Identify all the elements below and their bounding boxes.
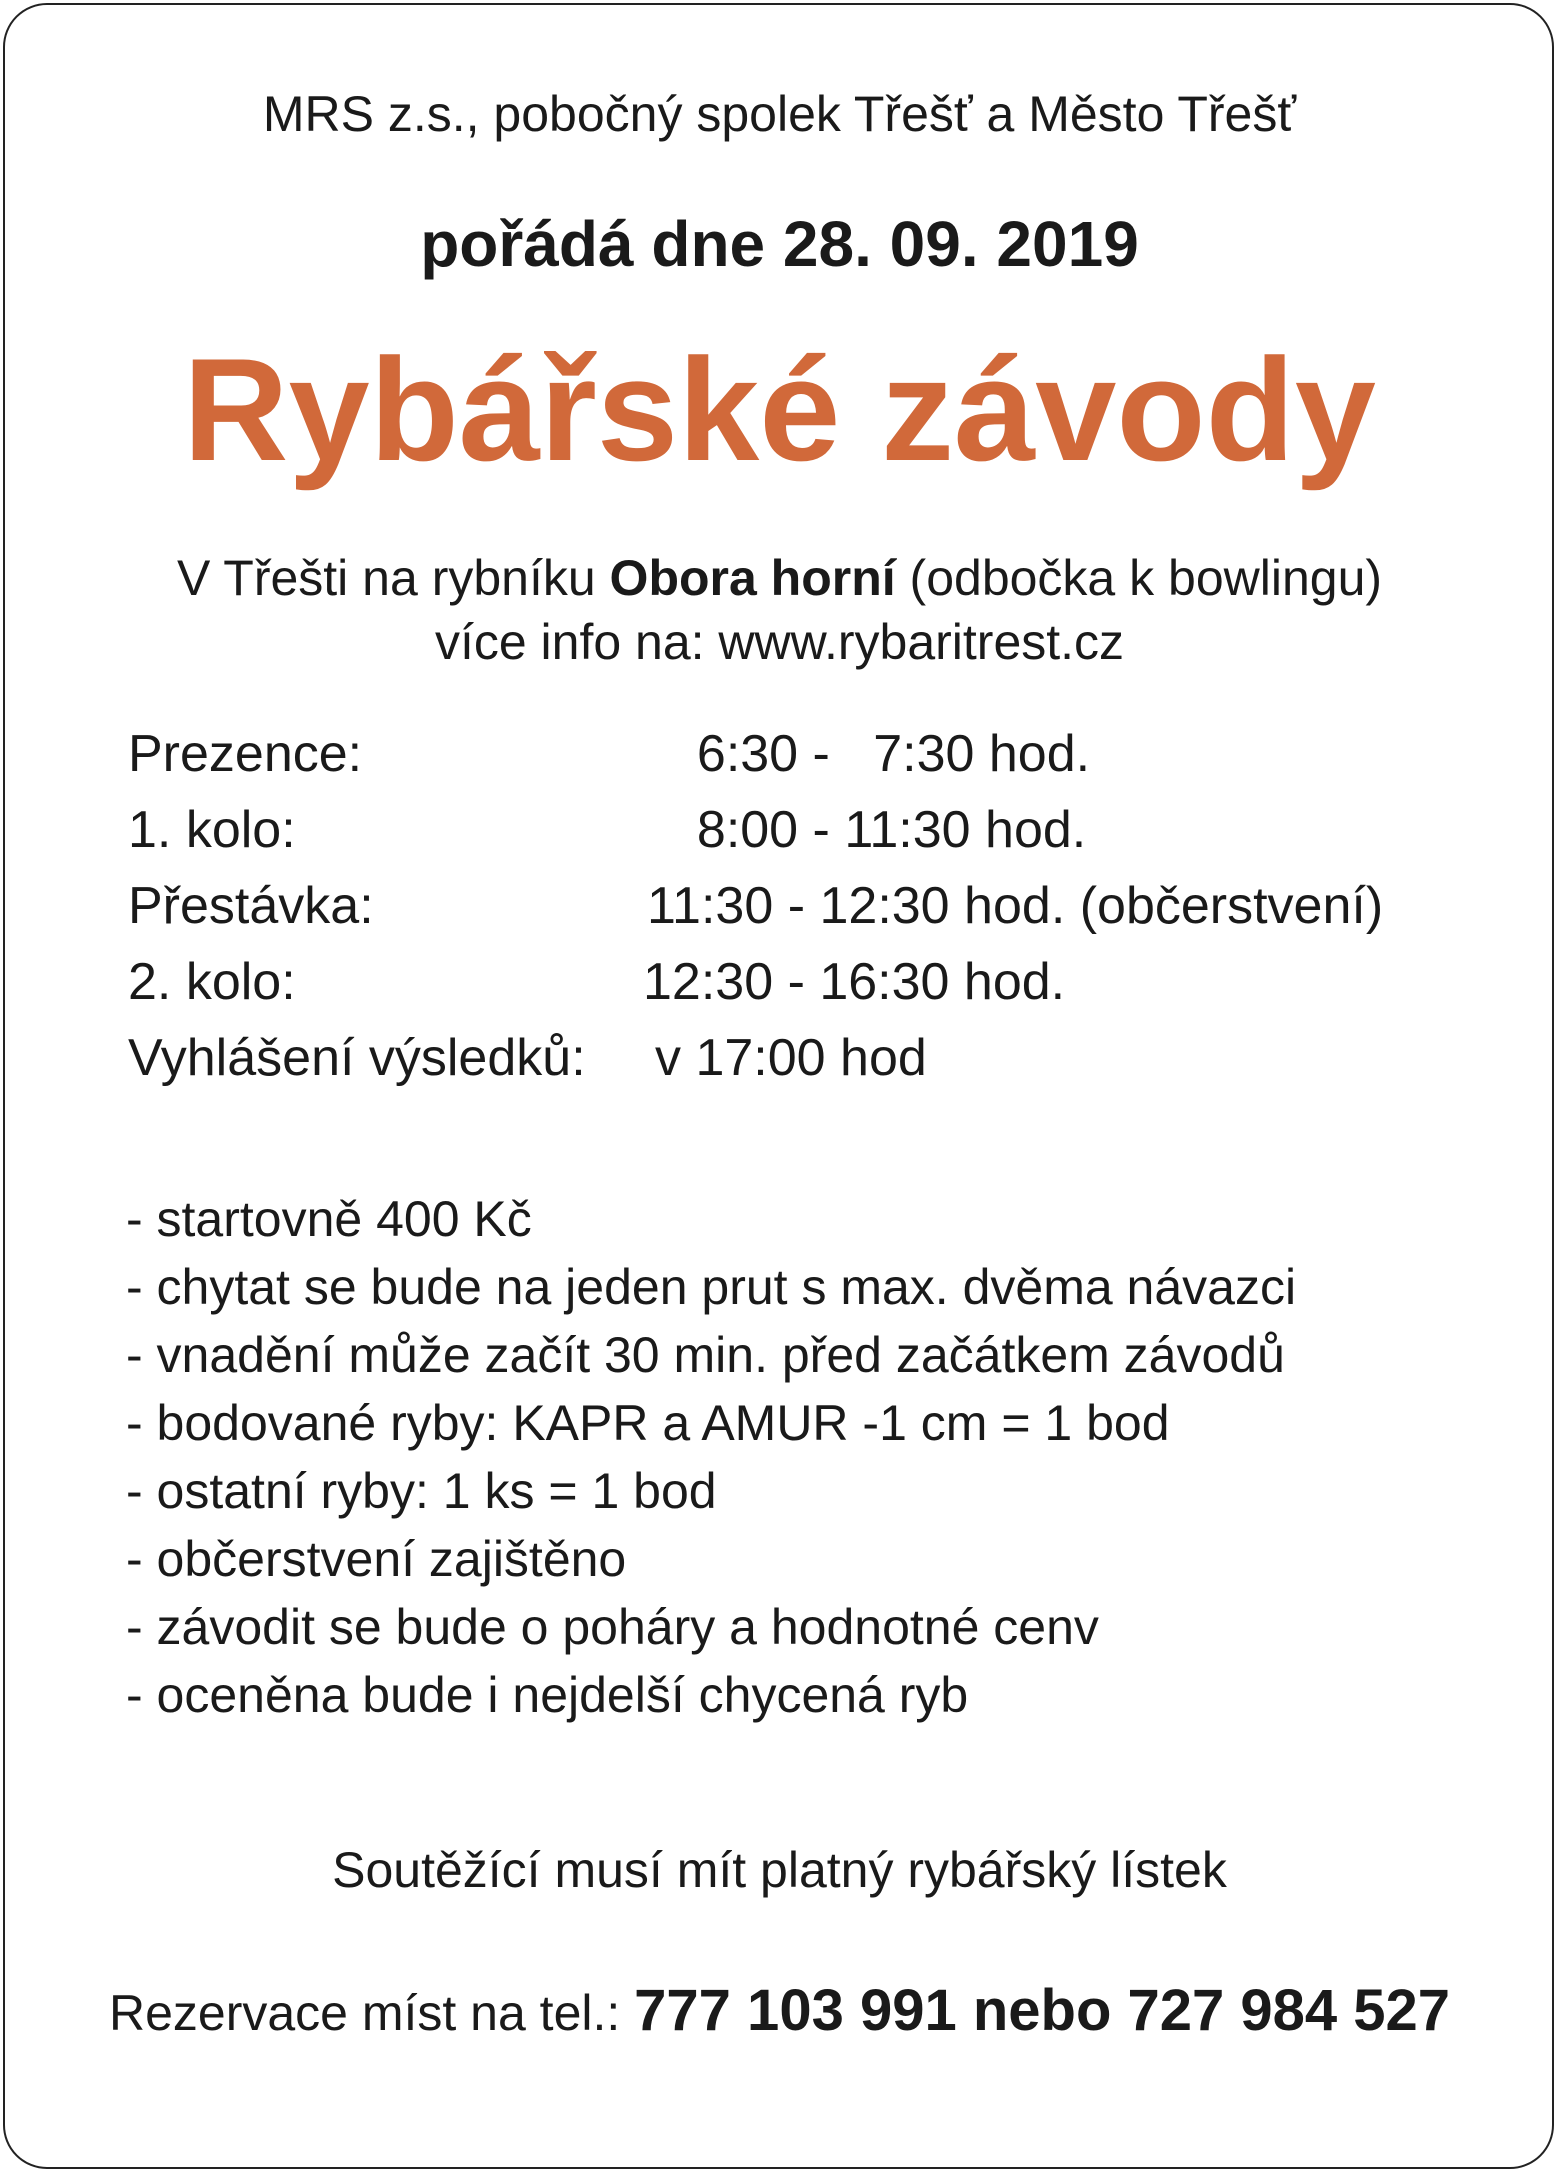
rule-item: - občerstvení zajištěno bbox=[126, 1531, 627, 1587]
pond-name: Obora horní bbox=[609, 550, 896, 606]
location-suffix: (odbočka k bowlingu) bbox=[895, 550, 1383, 606]
poster-title: Rybářské závody bbox=[183, 328, 1376, 491]
website-line: více info na: www.rybaritrest.cz bbox=[434, 614, 1125, 670]
organizer-line: MRS z.s., pobočný spolek Třešť a Město Třešť bbox=[262, 86, 1297, 142]
rule-item: - ostatní ryby: 1 ks = 1 bod bbox=[126, 1463, 717, 1519]
rule-item: - vnadění může začít 30 min. před začátkem závodů bbox=[126, 1327, 1285, 1383]
schedule-row bbox=[128, 798, 1488, 874]
phone-numbers: 777 103 991 nebo 727 984 527 bbox=[634, 1978, 1451, 2043]
schedule-time: 11:30 - 12:30 hod. (občerstvení) bbox=[647, 877, 1384, 935]
schedule-label: 1. kolo: bbox=[128, 801, 296, 859]
event-date: pořádá dne 28. 09. 2019 bbox=[420, 208, 1139, 280]
schedule-label: Vyhlášení výsledků: bbox=[128, 1029, 586, 1087]
schedule-time: 6:30 - 7:30 hod. bbox=[668, 725, 1091, 783]
schedule-row bbox=[128, 722, 1488, 798]
reservation-prefix: Rezervace míst na tel.: bbox=[108, 1985, 635, 2041]
reservation-line bbox=[0, 1976, 1559, 2048]
schedule-label: Prezence: bbox=[128, 725, 363, 783]
license-note: Soutěžící musí mít platný rybářský lístek bbox=[332, 1842, 1227, 1898]
schedule-label: Přestávka: bbox=[128, 877, 374, 935]
schedule-time: 8:00 - 11:30 hod. bbox=[668, 801, 1087, 859]
schedule-row bbox=[128, 1026, 1488, 1102]
rule-item: - startovně 400 Kč bbox=[126, 1191, 532, 1247]
schedule-time: v 17:00 hod bbox=[655, 1029, 927, 1087]
location-line bbox=[0, 548, 1559, 608]
schedule bbox=[128, 722, 1488, 1102]
location-prefix: V Třešti na rybníku bbox=[176, 550, 610, 606]
schedule-row bbox=[128, 950, 1488, 1026]
schedule-row bbox=[128, 874, 1488, 950]
rule-item: - chytat se bude na jeden prut s max. dvěma návazci bbox=[126, 1259, 1297, 1315]
rule-item: - bodované ryby: KAPR a AMUR -1 cm = 1 bod bbox=[126, 1395, 1170, 1451]
rule-item: - oceněna bude i nejdelší chycená ryb bbox=[126, 1667, 969, 1723]
schedule-time: 12:30 - 16:30 hod. bbox=[643, 953, 1066, 1011]
rules-list bbox=[126, 1188, 1506, 1732]
rule-item: - závodit se bude o poháry a hodnotné cenv bbox=[126, 1599, 1099, 1655]
schedule-label: 2. kolo: bbox=[128, 953, 296, 1011]
